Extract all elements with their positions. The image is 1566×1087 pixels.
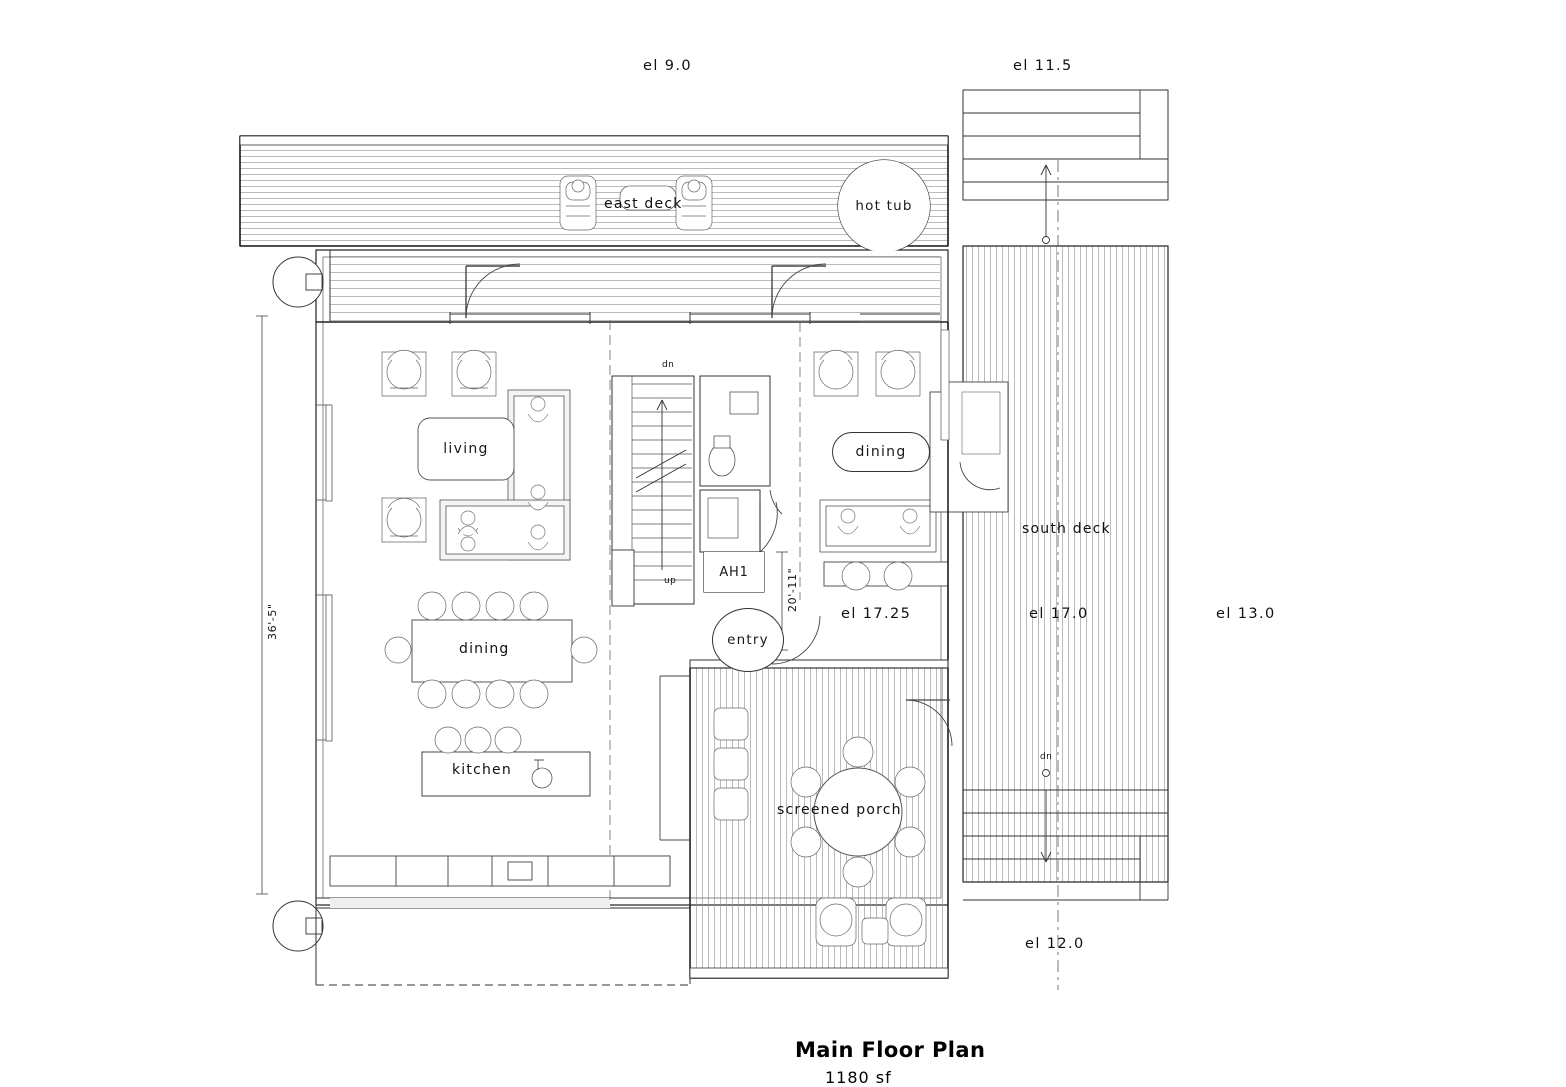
room-label-east-deck: east deck (604, 196, 683, 212)
drawing-area: 1180 sf (825, 1068, 892, 1087)
elevation-east-grade: el 13.0 (1216, 606, 1276, 622)
stair-up-label: up (664, 576, 677, 586)
room-label-family: dining (832, 432, 930, 472)
dining-label: dining (459, 641, 510, 657)
room-label-screened-porch: screened porch (777, 802, 902, 818)
elevation-porch: el 12.0 (1025, 936, 1085, 952)
room-label-entry: entry (712, 608, 784, 672)
elevation-south-deck: el 17.0 (1029, 606, 1089, 622)
kitchen-label: kitchen (452, 762, 512, 778)
elevation-main-floor: el 17.25 (841, 606, 912, 622)
dimension-depth: 20'-11" (786, 567, 799, 612)
stair-down-label: dn (662, 360, 675, 370)
room-label-living: living (443, 441, 489, 457)
drawing-title: Main Floor Plan (795, 1038, 986, 1062)
equipment-tag-ah1: AH1 (704, 552, 764, 592)
room-label-hot-tub: hot tub (838, 160, 930, 252)
room-label-south-deck: south deck (1022, 521, 1111, 537)
elevation-east-deck: el 9.0 (643, 58, 693, 74)
dimension-width: 36'-5" (266, 603, 279, 640)
elevation-north-stair: el 11.5 (1013, 58, 1073, 74)
deck-stair-down-label: dn (1040, 752, 1053, 762)
